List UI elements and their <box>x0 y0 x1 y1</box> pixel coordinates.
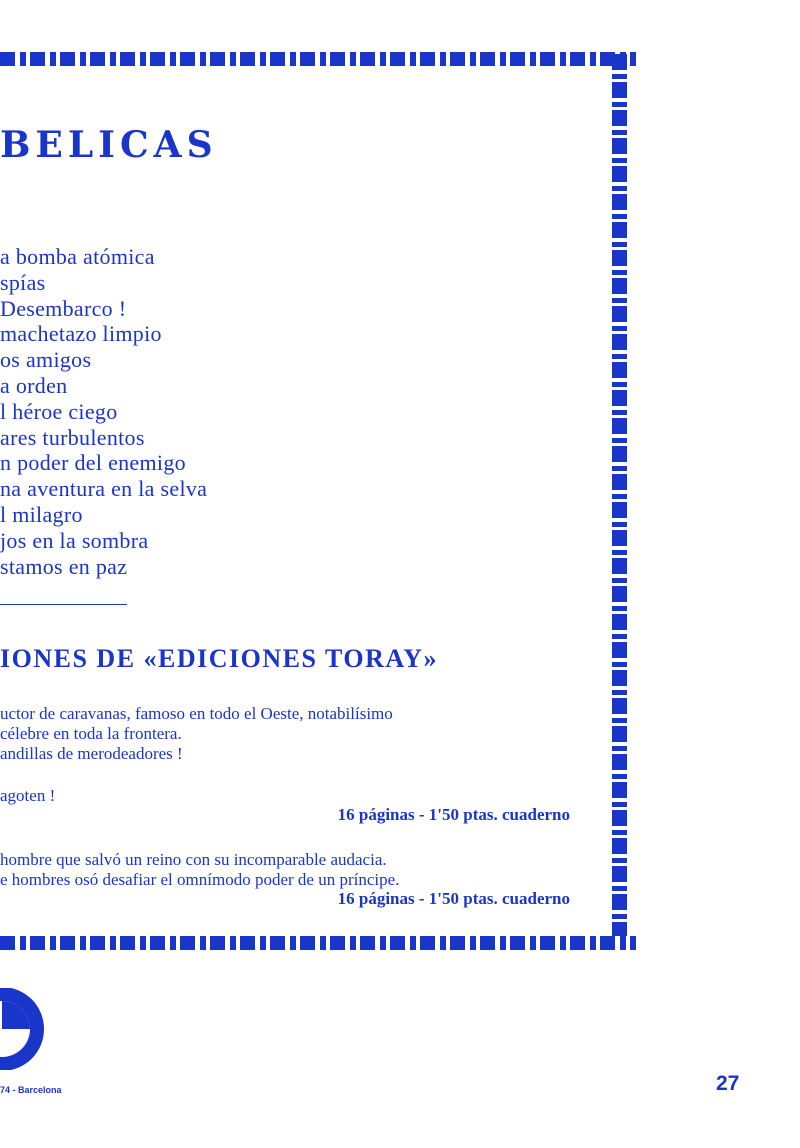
text-line: andillas de merodeadores ! <box>0 744 183 763</box>
collection-1-price: 16 páginas - 1'50 ptas. cuaderno <box>337 805 570 824</box>
footer-address: 74 - Barcelona <box>0 1085 62 1095</box>
collection-2-description <box>0 850 399 890</box>
list-item: stamos en paz <box>0 553 128 579</box>
collection-1-description <box>0 704 393 764</box>
frame-border-top <box>0 52 636 66</box>
list-item: os amigos <box>0 347 92 373</box>
list-item: a orden <box>0 372 68 398</box>
logo-lettering: ral <box>2 1002 13 1012</box>
divider-rule <box>0 604 127 605</box>
collections-heading: IONES DE «EDICIONES TORAY» <box>0 644 439 673</box>
text-line: célebre en toda la frontera. <box>0 724 182 743</box>
list-item: spías <box>0 269 46 295</box>
frame-border-right <box>612 54 627 948</box>
list-item: Desembarco ! <box>0 295 127 321</box>
page-number: 27 <box>716 1072 740 1095</box>
list-item: ares turbulentos <box>0 424 145 450</box>
list-item: n poder del enemigo <box>0 450 186 476</box>
frame-border-bottom <box>0 936 636 950</box>
list-item: l milagro <box>0 501 83 527</box>
list-item: na aventura en la selva <box>0 476 208 502</box>
list-item: jos en la sombra <box>0 527 149 553</box>
page-title: BELICAS <box>0 124 218 166</box>
list-item: l héroe ciego <box>0 398 118 424</box>
publisher-logo <box>0 988 46 1070</box>
list-item: a bomba atómica <box>0 244 155 269</box>
text-line: e hombres osó desafiar el omnímodo poder de un príncipe. <box>0 870 400 889</box>
text-line: hombre que salvó un reino con su incomparable audacia. <box>0 850 387 869</box>
list-item: machetazo limpio <box>0 321 162 347</box>
titles-list <box>0 244 207 579</box>
collection-1-note: agoten ! <box>0 786 56 805</box>
text-line: uctor de caravanas, famoso en todo el Oeste, notabilísimo <box>0 704 393 723</box>
collection-2-price: 16 páginas - 1'50 ptas. cuaderno <box>337 889 570 908</box>
